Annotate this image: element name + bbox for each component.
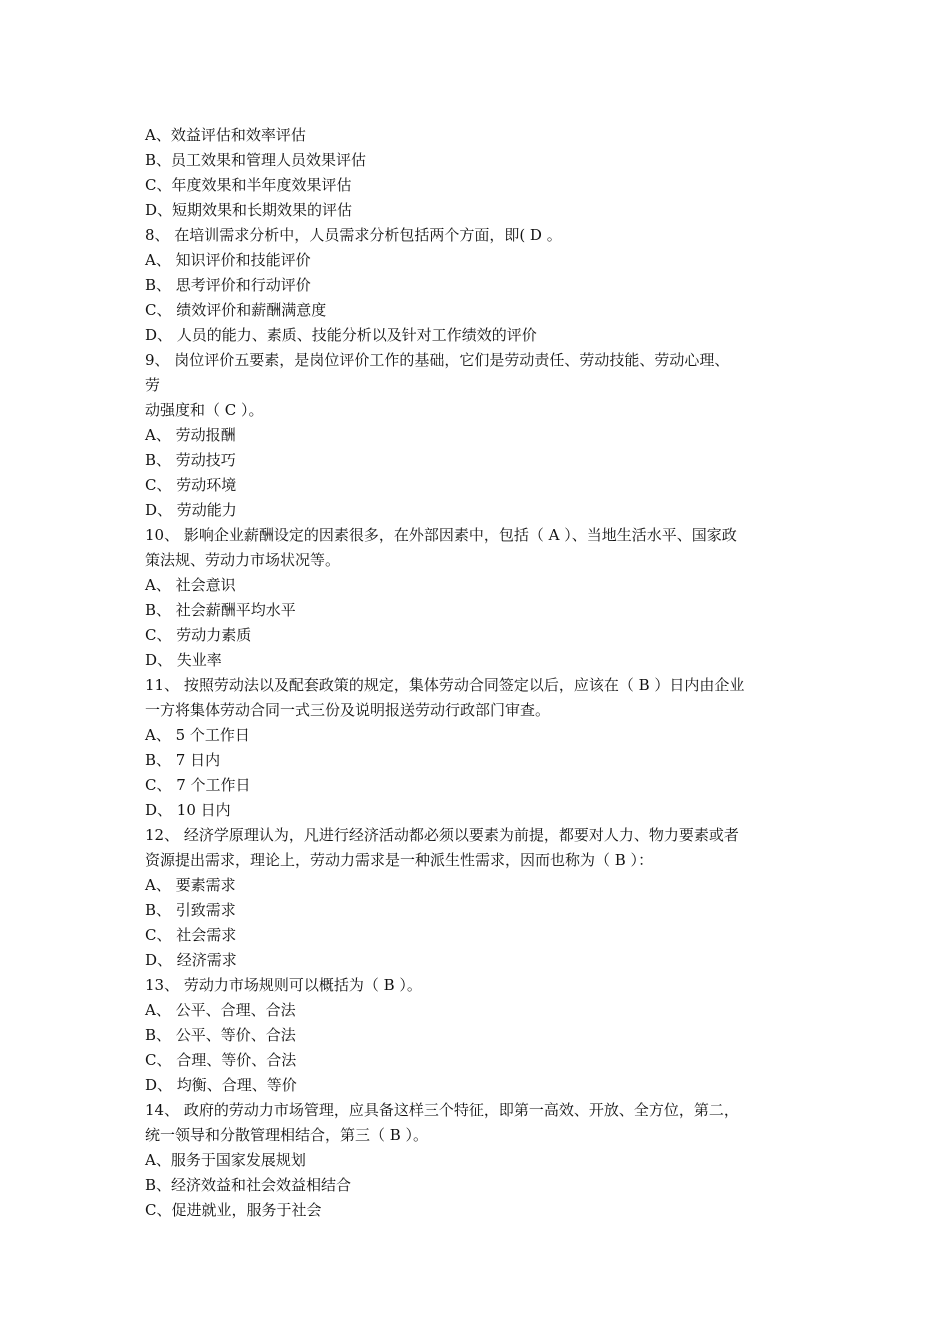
- question-line: 9、 岗位评价五要素，是岗位评价工作的基础，它们是劳动责任、劳动技能、劳动心理、: [145, 351, 730, 369]
- question-line: 13、 劳动力市场规则可以概括为（ B ）。: [145, 976, 422, 994]
- question-line: 劳: [145, 376, 161, 394]
- option-line: B、 7 日内: [145, 751, 221, 769]
- question-line: 11、 按照劳动法以及配套政策的规定，集体劳动合同签定以后，应该在（ B ）日内由企业: [145, 676, 745, 694]
- question-line: 10、 影响企业薪酬设定的因素很多，在外部因素中，包括（ A ）、当地生活水平、国家政: [145, 526, 737, 544]
- option-line: B、 公平、等价、合法: [145, 1026, 296, 1044]
- question-line: 资源提出需求，理论上，劳动力需求是一种派生性需求，因而也称为（ B ）：: [145, 851, 654, 869]
- option-line: D、 劳动能力: [145, 501, 237, 519]
- option-line: C、 7 个工作日: [145, 776, 251, 794]
- option-line: B、 劳动技巧: [145, 451, 236, 469]
- option-line: C、年度效果和半年度效果评估: [145, 176, 352, 194]
- option-line: D、 经济需求: [145, 951, 237, 969]
- question-line: 动强度和（ C ）。: [145, 401, 264, 419]
- option-line: A、 社会意识: [145, 576, 236, 594]
- question-line: 策法规、劳动力市场状况等。: [145, 551, 341, 569]
- option-line: D、 均衡、合理、等价: [145, 1076, 297, 1094]
- option-line: A、 要素需求: [145, 876, 236, 894]
- option-line: C、 绩效评价和薪酬满意度: [145, 301, 327, 319]
- option-line: C、促进就业，服务于社会: [145, 1201, 322, 1219]
- option-line: D、 人员的能力、素质、技能分析以及针对工作绩效的评价: [145, 326, 537, 344]
- document-page: [145, 123, 815, 1223]
- option-line: C、 合理、等价、合法: [145, 1051, 297, 1069]
- option-line: A、 5 个工作日: [145, 726, 250, 744]
- option-line: A、 公平、合理、合法: [145, 1001, 296, 1019]
- option-line: C、 劳动环境: [145, 476, 237, 494]
- question-line: 8、 在培训需求分析中，人员需求分析包括两个方面，即( D 。: [145, 226, 562, 244]
- option-line: A、服务于国家发展规划: [145, 1151, 306, 1169]
- option-line: C、 社会需求: [145, 926, 237, 944]
- option-line: A、效益评估和效率评估: [145, 126, 306, 144]
- option-line: B、 思考评价和行动评价: [145, 276, 311, 294]
- option-line: B、经济效益和社会效益相结合: [145, 1176, 352, 1194]
- option-line: A、 知识评价和技能评价: [145, 251, 311, 269]
- option-line: D、短期效果和长期效果的评估: [145, 201, 353, 219]
- option-line: B、 社会薪酬平均水平: [145, 601, 296, 619]
- question-line: 12、 经济学原理认为，凡进行经济活动都必须以要素为前提，都要对人力、物力要素或者: [145, 826, 739, 844]
- option-line: A、 劳动报酬: [145, 426, 236, 444]
- option-line: D、 10 日内: [145, 801, 231, 819]
- question-line: 14、 政府的劳动力市场管理，应具备这样三个特征，即第一高效、开放、全方位，第二，: [145, 1101, 739, 1119]
- question-line: 一方将集体劳动合同一式三份及说明报送劳动行政部门审查。: [145, 701, 551, 719]
- option-line: C、 劳动力素质: [145, 626, 252, 644]
- option-line: B、 引致需求: [145, 901, 236, 919]
- question-line: 统一领导和分散管理相结合，第三（ B ）。: [145, 1126, 429, 1144]
- option-line: B、员工效果和管理人员效果评估: [145, 151, 367, 169]
- option-line: D、 失业率: [145, 651, 222, 669]
